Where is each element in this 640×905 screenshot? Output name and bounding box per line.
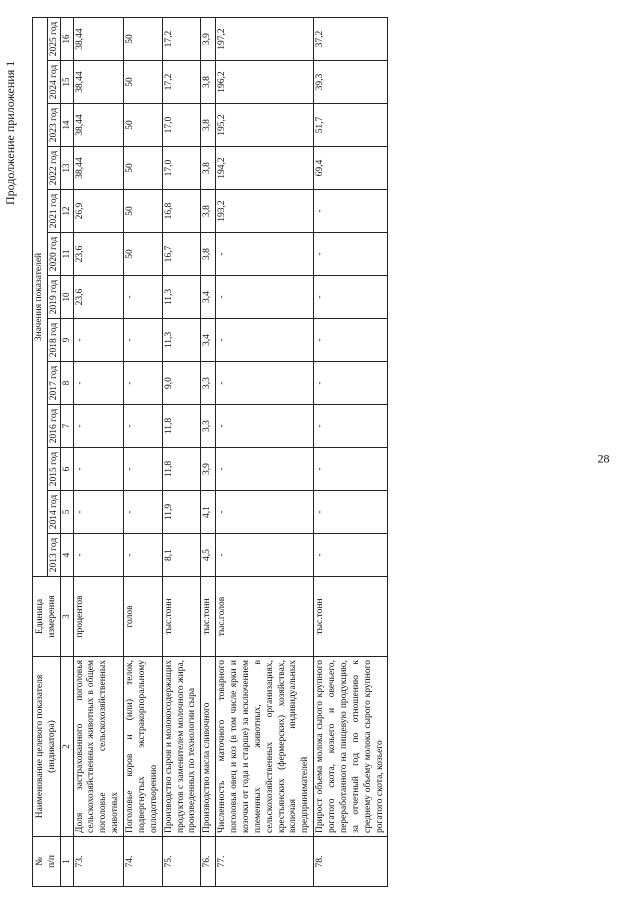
unit-cell: тыс.тонн xyxy=(201,577,216,657)
unit-cell: тыс.тонн xyxy=(314,577,388,657)
header-year: 2018 год xyxy=(47,319,60,362)
value-cell: 3,9 xyxy=(201,448,216,491)
header-index: 10 xyxy=(61,276,73,319)
value-cell: 4,1 xyxy=(201,491,216,534)
value-cell: - xyxy=(314,319,388,362)
value-cell: 17,0 xyxy=(162,104,201,147)
header-year: 2015 год xyxy=(47,448,60,491)
value-cell: - xyxy=(314,491,388,534)
value-cell: - xyxy=(216,448,314,491)
value-cell: 11,8 xyxy=(162,405,201,448)
row-number: 78. xyxy=(314,837,388,887)
table-row xyxy=(201,18,216,887)
value-cell: 11,9 xyxy=(162,491,201,534)
header-index: 13 xyxy=(61,147,73,190)
value-cell: 3,9 xyxy=(201,18,216,61)
header-index: 6 xyxy=(61,448,73,491)
row-number: 76. xyxy=(201,837,216,887)
value-cell: 3,3 xyxy=(201,362,216,405)
value-cell: 9,0 xyxy=(162,362,201,405)
header-index: 15 xyxy=(61,61,73,104)
value-cell: - xyxy=(124,491,163,534)
value-cell: 17,2 xyxy=(162,61,201,104)
value-cell: 8,1 xyxy=(162,534,201,577)
value-cell: 3,8 xyxy=(201,190,216,233)
page-number: 28 xyxy=(597,451,610,466)
value-cell: - xyxy=(216,405,314,448)
value-cell: 39,3 xyxy=(314,61,388,104)
value-cell: 4,5 xyxy=(201,534,216,577)
value-cell: 50 xyxy=(124,104,163,147)
value-cell: 16,8 xyxy=(162,190,201,233)
value-cell: 3,8 xyxy=(201,61,216,104)
value-cell: - xyxy=(73,319,124,362)
value-cell: - xyxy=(216,362,314,405)
value-cell: 3,8 xyxy=(201,147,216,190)
value-cell: 50 xyxy=(124,61,163,104)
header-index: 14 xyxy=(61,104,73,147)
table-row xyxy=(73,18,124,887)
value-cell: - xyxy=(124,319,163,362)
value-cell: 69,4 xyxy=(314,147,388,190)
value-cell: 50 xyxy=(124,190,163,233)
value-cell: 50 xyxy=(124,233,163,276)
value-cell: 193,2 xyxy=(216,190,314,233)
value-cell: - xyxy=(124,276,163,319)
value-cell: - xyxy=(216,276,314,319)
indicator-name: Производство сыров и молокосодержащих продуктов с заменителем молочного жира, произведенных по технологии сыра xyxy=(162,657,201,837)
header-year: 2020 год xyxy=(47,233,60,276)
value-cell: 50 xyxy=(124,18,163,61)
indicator-name: Производство масла сливочного xyxy=(201,657,216,837)
value-cell: 38,44 xyxy=(73,18,124,61)
value-cell: - xyxy=(124,405,163,448)
header-year: 2017 год xyxy=(47,362,60,405)
value-cell: 11,3 xyxy=(162,276,201,319)
table-row xyxy=(162,18,201,887)
indicators-table xyxy=(32,17,388,887)
header-index: 8 xyxy=(61,362,73,405)
value-cell: - xyxy=(216,319,314,362)
indicator-name: Численность маточного товарного поголовья овец и коз (в том числе ярки и козочки от года и старше) за исключением племенных животных, в сельскохозяйственных организациях, крестьянских (фермерских) хозяйствах, включая индивидуальных предпринимателей xyxy=(216,657,314,837)
value-cell: - xyxy=(314,448,388,491)
value-cell: - xyxy=(73,491,124,534)
value-cell: 17,2 xyxy=(162,18,201,61)
header-index: 3 xyxy=(61,577,73,657)
header-index: 2 xyxy=(61,657,73,837)
unit-cell: процентов xyxy=(73,577,124,657)
value-cell: 17,0 xyxy=(162,147,201,190)
continuation-label: Продолжение приложения 1 xyxy=(3,60,17,205)
value-cell: - xyxy=(216,233,314,276)
value-cell: 26,9 xyxy=(73,190,124,233)
header-year: 2013 год xyxy=(47,534,60,577)
header-year: 2021 год xyxy=(47,190,60,233)
unit-cell: тыс.тонн xyxy=(162,577,201,657)
header-values-group: Значения показателей xyxy=(33,18,48,577)
value-cell: 194,2 xyxy=(216,147,314,190)
value-cell: 3,4 xyxy=(201,319,216,362)
header-no: № п/п xyxy=(33,837,61,887)
value-cell: 23,6 xyxy=(73,233,124,276)
value-cell: 3,8 xyxy=(201,104,216,147)
header-year: 2014 год xyxy=(47,491,60,534)
header-index: 4 xyxy=(61,534,73,577)
row-number: 75. xyxy=(162,837,201,887)
value-cell: 11,3 xyxy=(162,319,201,362)
header-year: 2024 год xyxy=(47,61,60,104)
value-cell: - xyxy=(73,405,124,448)
header-index: 11 xyxy=(61,233,73,276)
value-cell: - xyxy=(216,491,314,534)
value-cell: - xyxy=(124,448,163,491)
table-row xyxy=(124,18,163,887)
header-index: 1 xyxy=(61,837,73,887)
value-cell: - xyxy=(216,534,314,577)
value-cell: 23,6 xyxy=(73,276,124,319)
value-cell: - xyxy=(124,362,163,405)
value-cell: - xyxy=(73,534,124,577)
value-cell: 11,8 xyxy=(162,448,201,491)
value-cell: 38,44 xyxy=(73,147,124,190)
value-cell: 37,2 xyxy=(314,18,388,61)
value-cell: 3,4 xyxy=(201,276,216,319)
value-cell: 50 xyxy=(124,147,163,190)
header-year: 2022 год xyxy=(47,147,60,190)
value-cell: 51,7 xyxy=(314,104,388,147)
value-cell: - xyxy=(73,448,124,491)
value-cell: - xyxy=(314,276,388,319)
value-cell: 38,44 xyxy=(73,104,124,147)
header-index: 16 xyxy=(61,18,73,61)
table-row xyxy=(216,18,314,887)
header-index: 12 xyxy=(61,190,73,233)
value-cell: 196,2 xyxy=(216,61,314,104)
row-number: 77. xyxy=(216,837,314,887)
index-header-row xyxy=(61,18,73,887)
value-cell: - xyxy=(314,362,388,405)
header-unit: Единица измерения xyxy=(33,577,61,657)
table-body xyxy=(73,18,388,887)
value-cell: - xyxy=(124,534,163,577)
header-index: 9 xyxy=(61,319,73,362)
value-cell: 38,44 xyxy=(73,61,124,104)
header-year: 2016 год xyxy=(47,405,60,448)
indicator-name: Доля застрахованного поголовья сельскохозяйственных животных в общем поголовье сельскохозяйственных животных xyxy=(73,657,124,837)
header-year: 2019 год xyxy=(47,276,60,319)
value-cell: 3,3 xyxy=(201,405,216,448)
row-number: 74. xyxy=(124,837,163,887)
header-year: 2025 год xyxy=(47,18,60,61)
header-index: 7 xyxy=(61,405,73,448)
header-index: 5 xyxy=(61,491,73,534)
value-cell: 197,2 xyxy=(216,18,314,61)
value-cell: - xyxy=(73,362,124,405)
header-year: 2023 год xyxy=(47,104,60,147)
unit-cell: тыс.голов xyxy=(216,577,314,657)
value-cell: 195,2 xyxy=(216,104,314,147)
indicator-name: Поголовье коров и (или) телок, подвергнутых экстракорпоральному оплодотворению xyxy=(124,657,163,837)
value-cell: - xyxy=(314,534,388,577)
unit-cell: голов xyxy=(124,577,163,657)
value-cell: - xyxy=(314,405,388,448)
indicator-name: Прирост объема молока сырого крупного рогатого скота, козьего и овечьего, переработанного на пищевую продукцию, за отчетный год по отношению к среднему объему молока сырого крупного рогатого скота, козьего xyxy=(314,657,388,837)
value-cell: - xyxy=(314,190,388,233)
table-row xyxy=(314,18,388,887)
row-number: 73. xyxy=(73,837,124,887)
value-cell: 3,8 xyxy=(201,233,216,276)
value-cell: 16,7 xyxy=(162,233,201,276)
value-cell: - xyxy=(314,233,388,276)
header-name: Наименование целевого показателя (индикатора) xyxy=(33,657,61,837)
